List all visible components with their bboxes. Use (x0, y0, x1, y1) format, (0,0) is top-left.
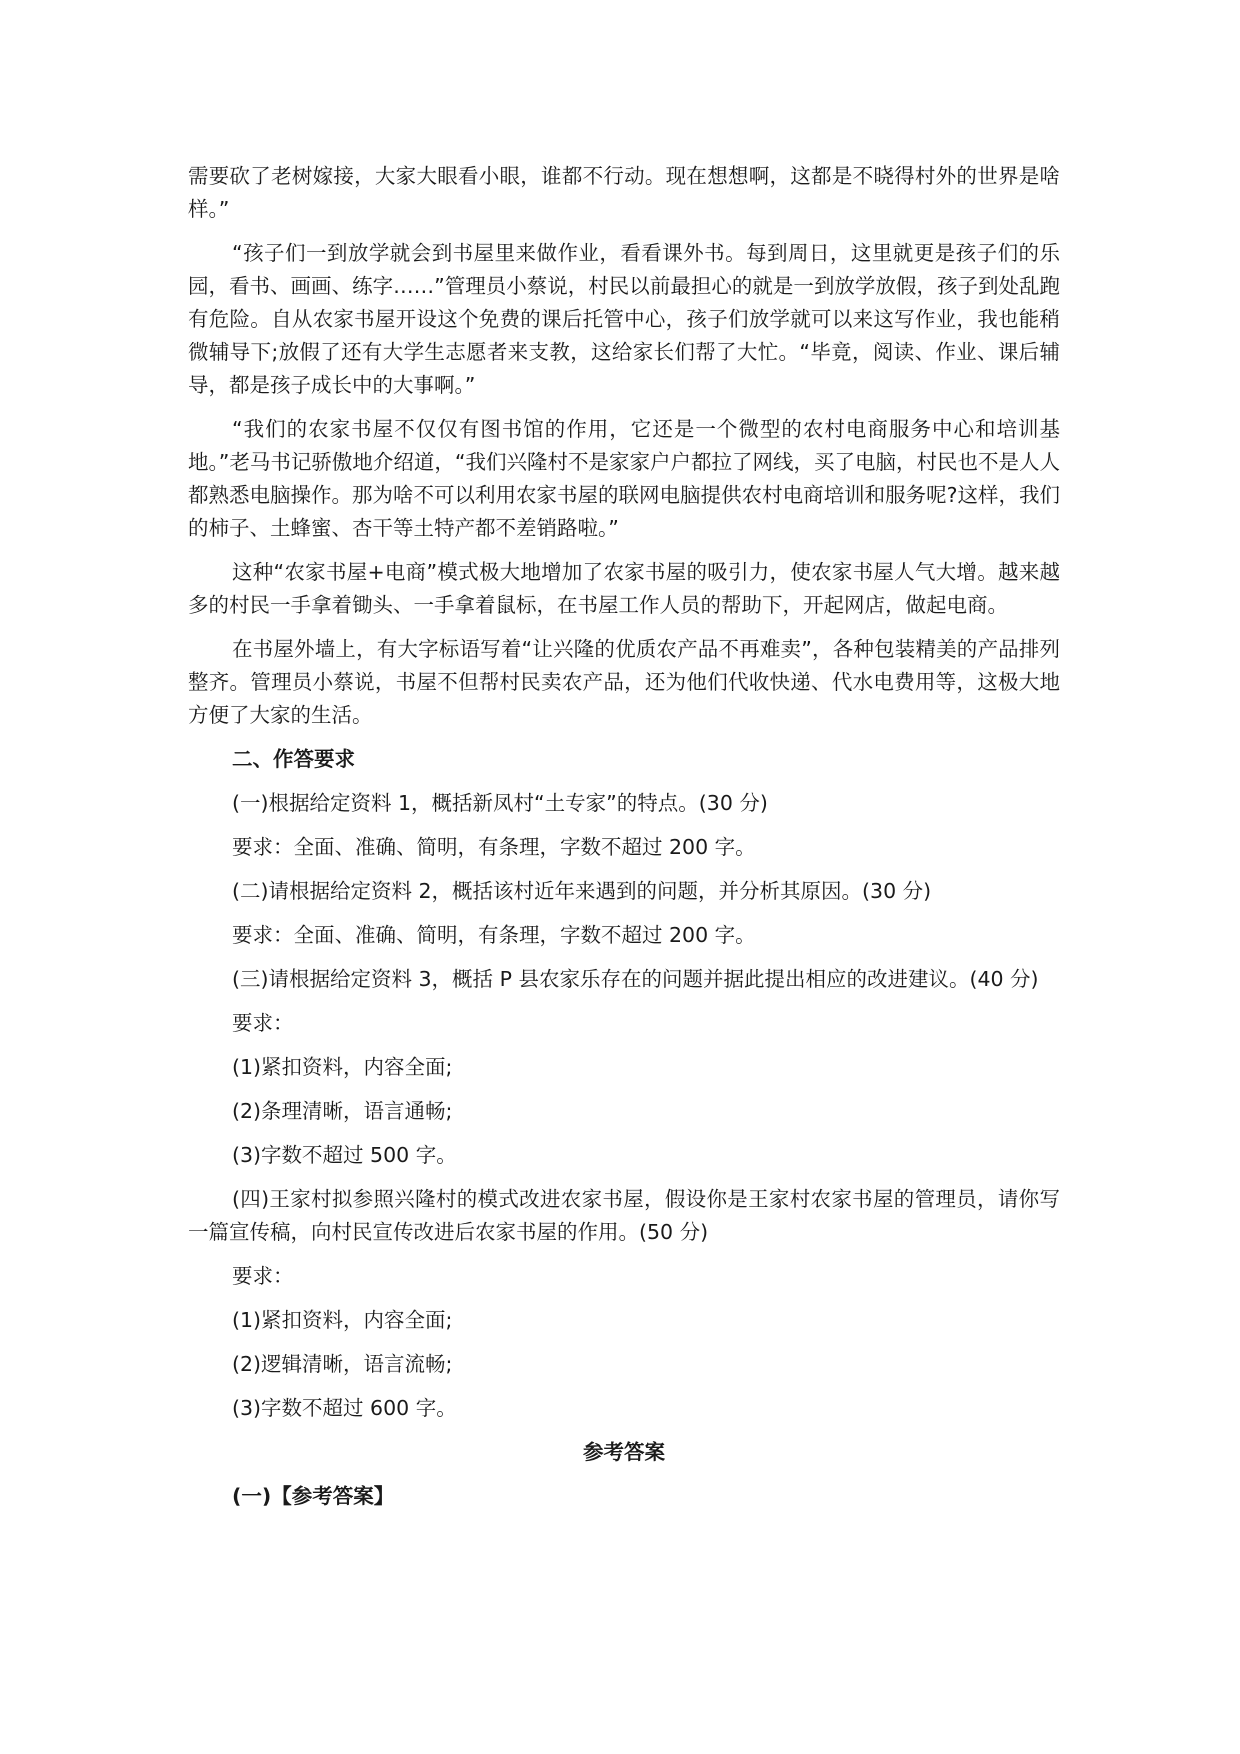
answer-heading: 参考答案 (583, 1440, 665, 1464)
question-3-requirement-1: (1)紧扣资料，内容全面; (232, 1055, 453, 1079)
paragraph-3: “我们的农家书屋不仅仅有图书馆的作用，它还是一个微型的农村电商服务中心和培训基地。”老马书记骄傲地介绍道，“我们兴隆村不是家家户户都拉了网线，买了电脑，村民也不是人人都熟悉电脑操作。那为啥不可以利用农家书屋的联网电脑提供农村电商培训和服务呢?这样，我们的柿子、土蜂蜜、杏干等土特产都不差销路啦。” (188, 417, 1060, 540)
question-2-requirement: 要求：全面、准确、简明，有条理，字数不超过 200 字。 (232, 923, 756, 947)
document-page (188, 160, 1060, 1524)
question-2: (二)请根据给定资料 2，概括该村近年来遇到的问题，并分析其原因。(30 分) (232, 879, 932, 903)
paragraph-2: “孩子们一到放学就会到书屋里来做作业，看看课外书。每到周日，这里就更是孩子们的乐园，看书、画画、练字……”管理员小蔡说，村民以前最担心的就是一到放学放假，孩子到处乱跑有危险。自从农家书屋开设这个免费的课后托管中心，孩子们放学就可以来这写作业，我也能稍微辅导下;放假了还有大学生志愿者来支教，这给家长们帮了大忙。“毕竟，阅读、作业、课后辅导，都是孩子成长中的大事啊。” (188, 241, 1060, 397)
question-4-requirement-label: 要求： (232, 1264, 294, 1288)
question-4-requirement-3: (3)字数不超过 600 字。 (232, 1396, 457, 1420)
question-3-requirement-3: (3)字数不超过 500 字。 (232, 1143, 457, 1167)
question-1-requirement: 要求：全面、准确、简明，有条理，字数不超过 200 字。 (232, 835, 756, 859)
answer-subheading: (一)【参考答案】 (232, 1484, 395, 1508)
paragraph-4: 这种“农家书屋+电商”模式极大地增加了农家书屋的吸引力，使农家书屋人气大增。越来越多的村民一手拿着锄头、一手拿着鼠标，在书屋工作人员的帮助下，开起网店，做起电商。 (188, 560, 1060, 617)
paragraph-5: 在书屋外墙上，有大字标语写着“让兴隆的优质农产品不再难卖”，各种包装精美的产品排列整齐。管理员小蔡说，书屋不但帮村民卖农产品，还为他们代收快递、代水电费用等，这极大地方便了大家的生活。 (188, 637, 1060, 727)
question-4-requirement-2: (2)逻辑清晰，语言流畅; (232, 1352, 453, 1376)
paragraph-1: 需要砍了老树嫁接，大家大眼看小眼，谁都不行动。现在想想啊，这都是不晓得村外的世界是啥样。” (188, 164, 1060, 221)
question-3-requirement-label: 要求： (232, 1011, 294, 1035)
question-4: (四)王家村拟参照兴隆村的模式改进农家书屋，假设你是王家村农家书屋的管理员，请你写一篇宣传稿，向村民宣传改进后农家书屋的作用。(50 分) (188, 1187, 1060, 1244)
question-3: (三)请根据给定资料 3，概括 P 县农家乐存在的问题并据此提出相应的改进建议。(40 分) (232, 967, 1039, 991)
question-1: (一)根据给定资料 1，概括新凤村“土专家”的特点。(30 分) (232, 791, 768, 815)
question-3-requirement-2: (2)条理清晰，语言通畅; (232, 1099, 453, 1123)
question-4-requirement-1: (1)紧扣资料，内容全面; (232, 1308, 453, 1332)
section-heading: 二、作答要求 (232, 747, 355, 771)
